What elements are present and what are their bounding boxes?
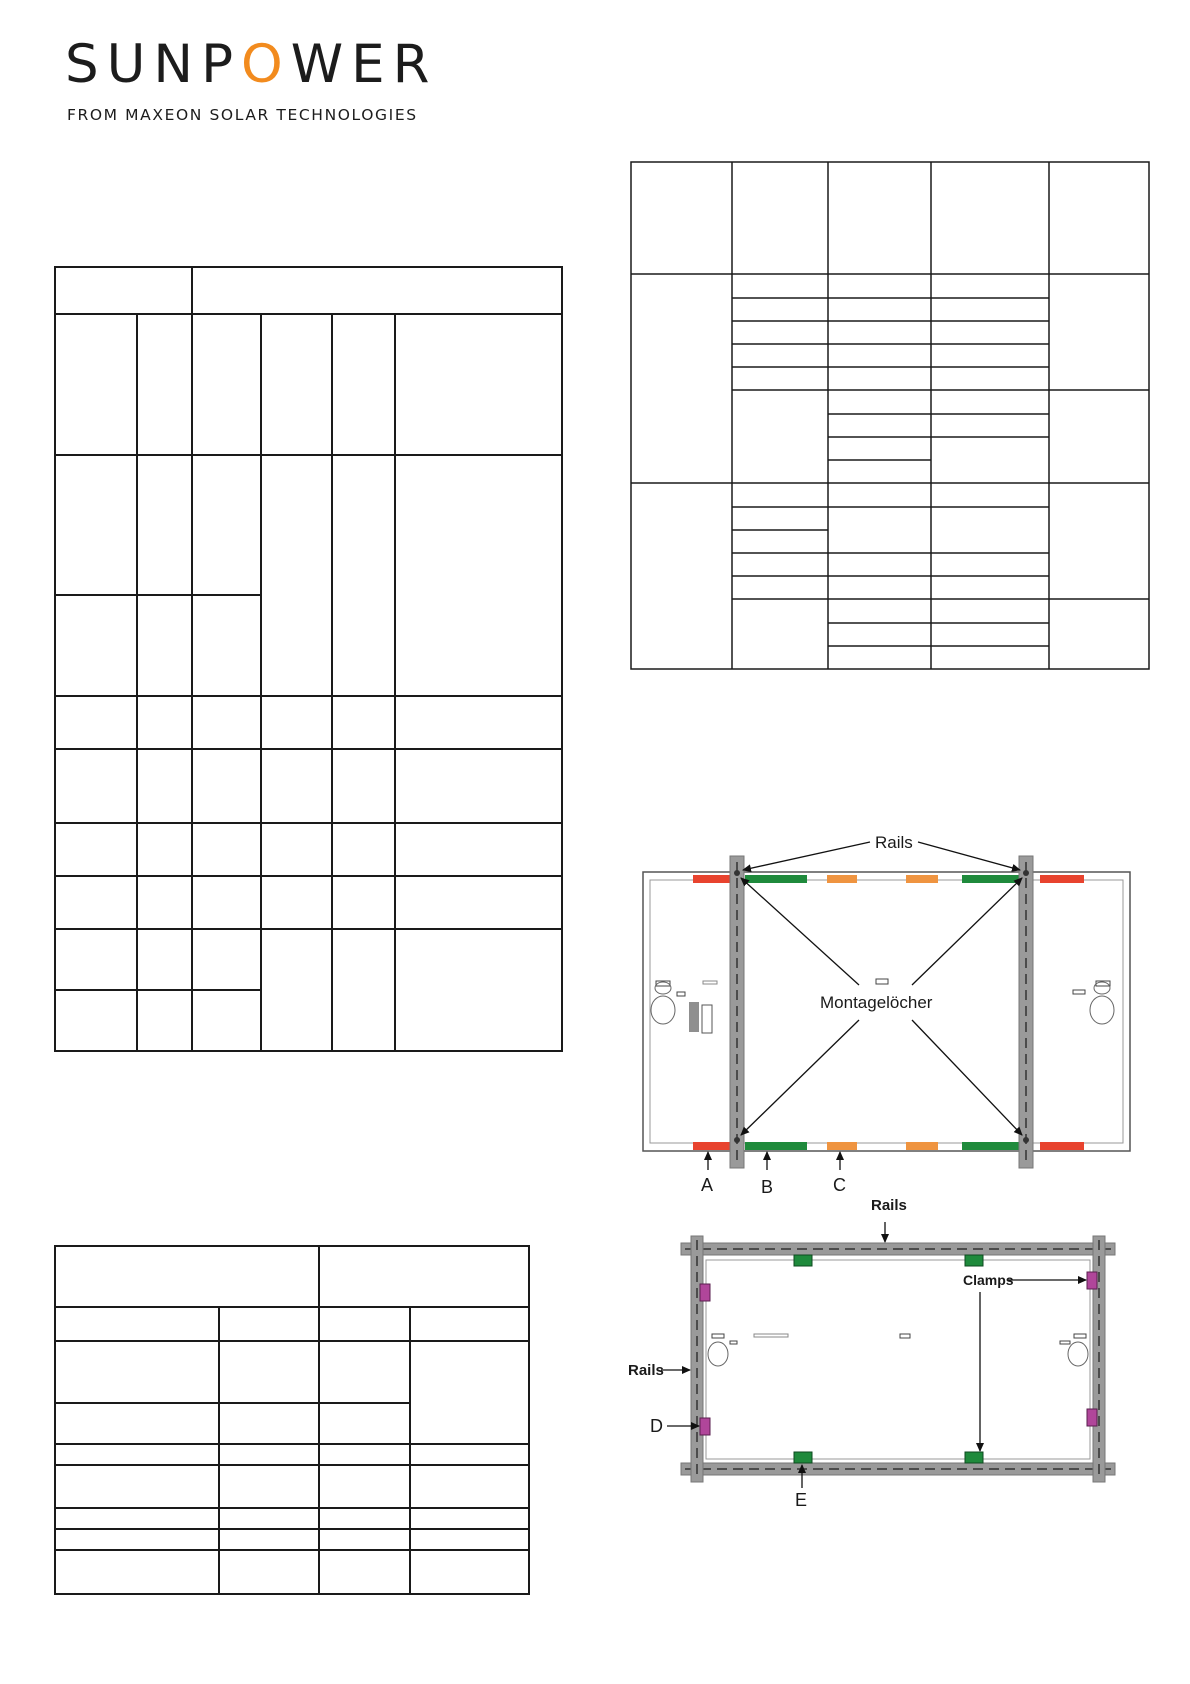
clamp-top-left: [794, 1255, 812, 1266]
table-left-top: [55, 267, 562, 1051]
table-right-top: [631, 162, 1149, 669]
clamp-left-top: [700, 1284, 710, 1301]
label-e: E: [795, 1490, 808, 1510]
clamp-right-bottom: [1087, 1409, 1097, 1426]
panel-frame: [699, 1252, 1097, 1467]
mounting-hole: [1023, 1137, 1029, 1143]
figure-clamps: [628, 1197, 1115, 1510]
figure-mounting-holes: [643, 833, 1130, 1197]
table-left-top-frame: [55, 267, 562, 1051]
zone-b-bottom-right: [962, 1142, 1024, 1150]
table-right-top-frame: [631, 162, 1149, 669]
logo-subtitle: FROM MAXEON SOLAR TECHNOLOGIES: [67, 106, 418, 124]
zone-c-bottom-right: [906, 1142, 938, 1150]
zone-a-bottom-left: [693, 1142, 731, 1150]
rails-label: Rails: [875, 833, 913, 852]
table-left-bottom-frame: [55, 1246, 529, 1594]
logo-sun-o: O: [241, 34, 291, 95]
table-left-bottom: [55, 1246, 529, 1594]
label-c: C: [833, 1175, 846, 1195]
zone-b-top-left: [745, 875, 807, 883]
clamp-top-right: [965, 1255, 983, 1266]
logo-text-start: SUNP: [65, 34, 242, 95]
zone-a-bottom-right: [1040, 1142, 1084, 1150]
label-sticker: [689, 1002, 699, 1032]
mounting-hole: [734, 870, 740, 876]
zone-b-bottom-left: [745, 1142, 807, 1150]
label-a: A: [701, 1175, 714, 1195]
label-b: B: [761, 1177, 774, 1197]
zone-c-bottom-left: [827, 1142, 857, 1150]
clamps-label: Clamps: [963, 1272, 1014, 1288]
rails-top-label: Rails: [871, 1197, 907, 1214]
zone-c-top-right: [906, 875, 938, 883]
logo-text-end: WER: [290, 34, 438, 95]
zone-a-top-right: [1040, 875, 1084, 883]
clamp-bottom-left: [794, 1452, 812, 1463]
mounting-hole: [1023, 870, 1029, 876]
zone-a-top-left: [693, 875, 731, 883]
zone-c-top-left: [827, 875, 857, 883]
clamp-right-top: [1087, 1272, 1097, 1289]
clamp-left-bottom: [700, 1418, 710, 1435]
rails-left-label: Rails: [628, 1362, 664, 1379]
label-d: D: [650, 1416, 663, 1436]
clamp-bottom-right: [965, 1452, 983, 1463]
mounting-holes-label: Montagelöcher: [820, 993, 933, 1012]
mounting-hole: [734, 1137, 740, 1143]
zone-b-top-right: [962, 875, 1024, 883]
